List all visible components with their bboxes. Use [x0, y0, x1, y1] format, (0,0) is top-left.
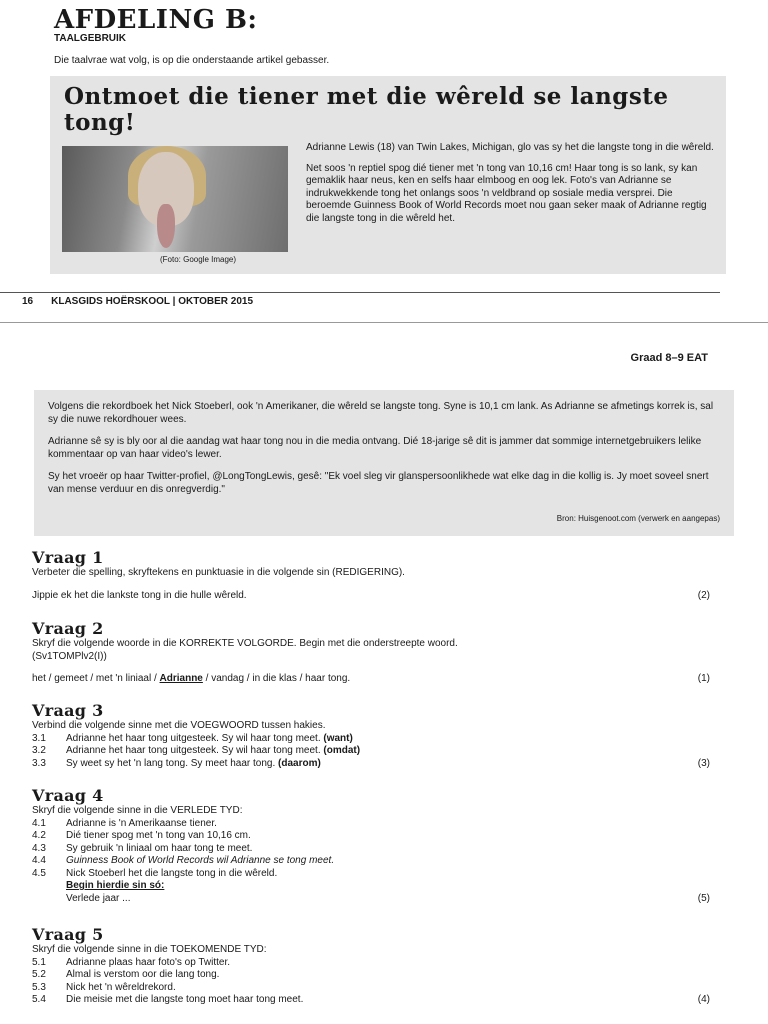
- item-text: Almal is verstom oor die lang tong.: [66, 969, 220, 980]
- item-number: 5.3: [32, 981, 46, 993]
- question-2-instruction: Skryf die volgende woorde in die KORREKTE VOLGORDE. Begin met die onderstreepte woord.: [32, 638, 458, 649]
- question-item: [32, 994, 718, 1007]
- item-text: Adrianne plaas haar foto's op Twitter.: [66, 956, 231, 968]
- item-number: 3.1: [32, 732, 46, 744]
- item-conjunction: (omdat): [323, 745, 361, 756]
- grade-label: Graad 8–9 EAT: [630, 352, 708, 364]
- question-4-instruction: Skryf die volgende sinne in die VERLEDE TYD:: [32, 805, 243, 816]
- question-2-heading: Vraag 2: [32, 619, 104, 638]
- question-1-heading: Vraag 1: [32, 548, 104, 567]
- question-2-underlined-word: Adrianne: [159, 673, 203, 684]
- question-3-instruction: Verbind die volgende sinne met die VOEGWOORD tussen hakies.: [32, 720, 326, 731]
- question-2-words-after: / vandag / in die klas / haar tong.: [202, 673, 351, 684]
- publication-name: KLASGIDS HOËRSKOOL | OKTOBER 2015: [51, 296, 254, 307]
- article-headline: Ontmoet die tiener met die wêreld se langste tong!: [64, 83, 669, 136]
- question-1-instruction: Verbeter die spelling, skryftekens en punktuasie in die volgende sin (REDIGERING).: [32, 567, 405, 578]
- item-number: 5.2: [32, 969, 46, 980]
- item-number: 4.4: [32, 855, 46, 866]
- question-item: [32, 733, 718, 746]
- item-number: 4.2: [32, 830, 46, 841]
- item-text: Adrianne het haar tong uitgesteek. Sy wil haar tong meet.: [66, 745, 324, 756]
- question-4-marks: (5): [697, 892, 710, 904]
- item-conjunction: (want): [323, 732, 353, 744]
- question-1: [32, 549, 718, 602]
- begin-label: Begin hierdie sin só:: [66, 880, 165, 891]
- item-text: Nick Stoeberl het die langste tong in die wêreld.: [66, 867, 278, 879]
- section-subtitle: TAALGEBRUIK: [54, 33, 127, 44]
- item-text: Sy weet sy het 'n lang tong. Sy meet haar tong.: [66, 757, 279, 769]
- question-5-heading: Vraag 5: [32, 925, 104, 944]
- question-item: [32, 868, 718, 881]
- item-text: Dié tiener spog met 'n tong van 10,16 cm.: [66, 830, 251, 841]
- item-number: 5.1: [32, 956, 46, 968]
- section-title: AFDELING B:: [54, 5, 258, 35]
- question-3: [32, 702, 718, 770]
- question-item: [32, 843, 718, 856]
- question-3-marks: (3): [697, 757, 710, 769]
- question-2-words-before: het / gemeet / met 'n liniaal /: [32, 673, 160, 684]
- item-conjunction: (daarom): [278, 757, 321, 769]
- photo-tongue: [157, 204, 175, 248]
- article-paragraph-2: Net soos 'n reptiel spog dié tiener met 'n tong van 10,16 cm! Haar tong is so lank, sy kan gemaklik haar neus, ken en selfs haar elmboog en oog lek. Foto's van Adrianne se indrukwekkende tong het onlangs soos 'n veldbrand op sosiale media versprei. Die beroemde Guinness Book of World Records moet nou gaan seker maak of Adrianne regtig die langste tong in die wêreld het.: [306, 162, 707, 224]
- page-divider: [0, 322, 768, 323]
- item-number: 4.3: [32, 842, 46, 854]
- intro-line: Die taalvrae wat volg, is op die onderstaande artikel gebasser.: [54, 55, 330, 66]
- article-paragraph-1: Adrianne Lewis (18) van Twin Lakes, Michigan, glo vas sy het die langste tong in die wêreld.: [306, 142, 714, 153]
- question-3-heading: Vraag 3: [32, 701, 104, 720]
- item-text: Die meisie met die langste tong moet haar tong meet.: [66, 994, 304, 1005]
- source-paragraph-1: Volgens die rekordboek het Nick Stoeberl, ook 'n Amerikaner, die wêreld se langste tong. Syne is 10,1 cm lank. As Adrianne se afmetings korrek is, sal sy die nuwe rekordhouer wees.: [48, 401, 714, 425]
- source-paragraph-3: Sy het vroeër op haar Twitter-profiel, @LongTongLewis, gesê: "Ek voel sleg vir glanspersoonlikhede wat elke dag in die kollig is. Jy moet soveel snert van mense verduur en dis onregverdig.": [48, 471, 709, 495]
- item-number: 5.4: [32, 994, 46, 1005]
- page-number: 16: [22, 296, 34, 307]
- article-photo: [62, 146, 288, 252]
- question-5-marks: (4): [697, 994, 710, 1005]
- item-text: Adrianne is 'n Amerikaanse tiener.: [66, 817, 217, 829]
- question-item: [32, 745, 718, 758]
- article-body: [306, 142, 716, 233]
- item-text: Nick het 'n wêreldrekord.: [66, 981, 176, 993]
- item-number: 3.3: [32, 757, 46, 769]
- source-box: [34, 390, 734, 536]
- source-paragraph-2: Adrianne sê sy is bly oor al die aandag wat haar tong nou in die media ontvang. Dié 18-jarige sê dit is jammer dat sommige internetgebruikers lelike kommentaar op van haar video's lewer.: [48, 436, 702, 460]
- source-credit: Bron: Huisgenoot.com (verwerk en aangepas): [556, 514, 720, 523]
- item-text: Sy gebruik 'n liniaal om haar tong te meet.: [66, 842, 253, 854]
- item-number: 3.2: [32, 745, 46, 756]
- photo-caption: (Foto: Google Image): [160, 255, 237, 264]
- page-footer: [22, 296, 253, 307]
- question-2-words: [32, 673, 350, 686]
- item-number: 4.1: [32, 817, 46, 829]
- question-item: [32, 855, 718, 868]
- question-item: [32, 957, 718, 970]
- question-item: [32, 982, 718, 995]
- question-item: [32, 818, 718, 831]
- question-2: [32, 620, 718, 686]
- question-item: [32, 969, 718, 982]
- question-2-code: (Sv1TOMPlv2(I)): [32, 650, 107, 662]
- item-text: Adrianne het haar tong uitgesteek. Sy wil haar tong meet.: [66, 732, 324, 744]
- question-item: [32, 830, 718, 843]
- question-item: [32, 758, 718, 771]
- question-5-instruction: Skryf die volgende sinne in die TOEKOMENDE TYD:: [32, 944, 267, 955]
- question-1-sentence: Jippie ek het die lankste tong in die hulle wêreld.: [32, 589, 247, 601]
- question-4-heading: Vraag 4: [32, 786, 104, 805]
- begin-text: Verlede jaar ...: [66, 892, 131, 904]
- item-number: 4.5: [32, 867, 46, 879]
- question-2-marks: (1): [697, 673, 710, 684]
- question-5: [32, 926, 718, 1007]
- question-4: [32, 787, 718, 905]
- item-text: Guinness Book of World Records wil Adrianne se tong meet.: [66, 855, 335, 866]
- article-box: [50, 76, 726, 274]
- question-1-marks: (2): [697, 589, 710, 601]
- footer-rule: [0, 292, 720, 293]
